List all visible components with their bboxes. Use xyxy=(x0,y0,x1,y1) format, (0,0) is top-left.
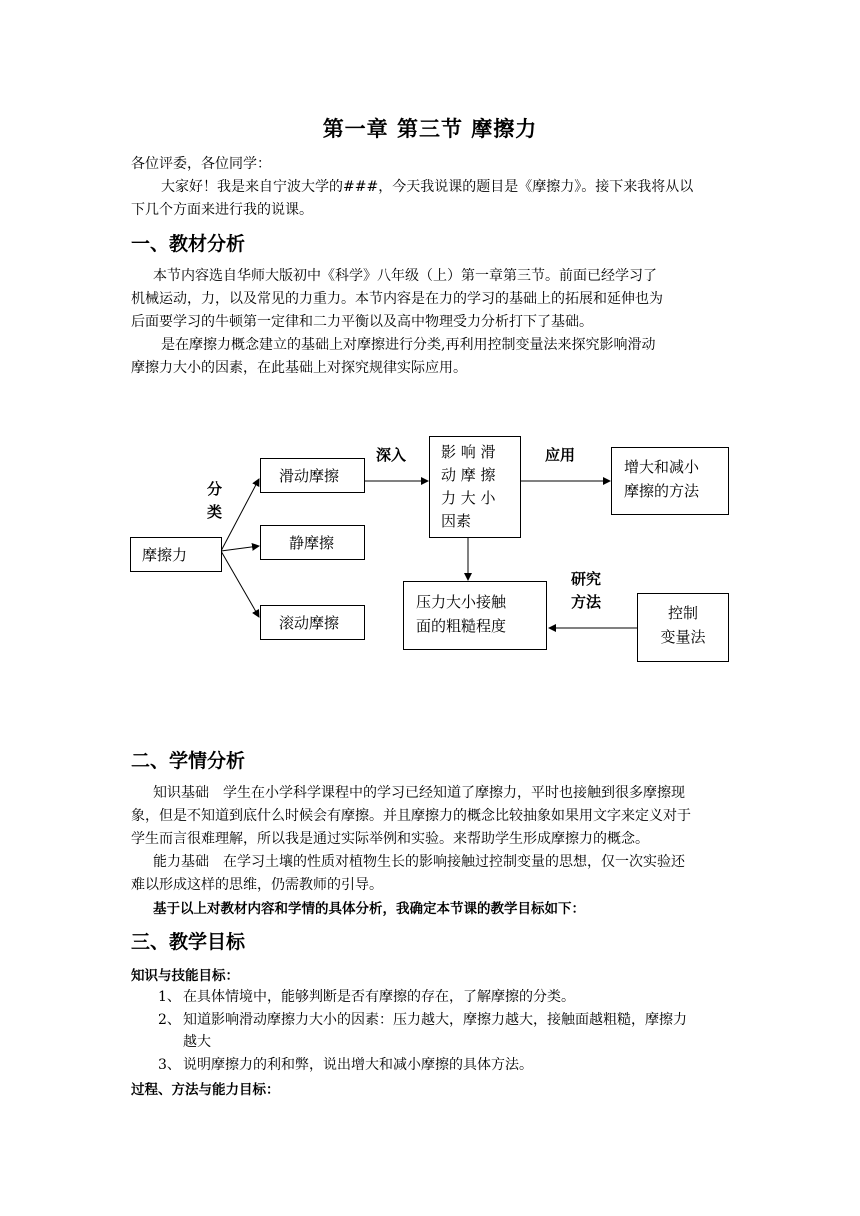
control-variable-box xyxy=(637,593,729,662)
s2-p1-line-2: 象，但是不知道到底什么时候会有摩擦。并且摩擦力的概念比较抽象如果用文字来定义对于 xyxy=(131,808,691,824)
factors-line-1: 影 响 滑 xyxy=(441,443,496,461)
factors-line-3: 力 大 小 xyxy=(441,489,496,507)
intro-line-1: 大家好！我是来自宁波大学的###，今天我说课的题目是《摩擦力》。接下来我将从以 xyxy=(161,179,694,195)
s2-p2-line-1: 能力基础 在学习土壤的性质对植物生长的影响接触过控制变量的思想，仅一次实验还 xyxy=(153,854,685,870)
process-methods-heading: 过程、方法与能力目标： xyxy=(131,1082,280,1098)
section-heading-1: 一、教材分析 xyxy=(131,233,246,255)
rolling-friction-box: 滚动摩擦 xyxy=(260,605,365,640)
root-box: 摩擦力 xyxy=(130,537,222,572)
s2-p1-line-3: 学生而言很难理解，所以我是通过实际举例和实验。来帮助学生形成摩擦力的概念。 xyxy=(131,831,649,847)
classify-label-1: 分 xyxy=(207,480,223,498)
s1-p1-line-3: 后面要学习的牛顿第一定律和二力平衡以及高中物理受力分析打下了基础。 xyxy=(131,314,593,330)
objective-1-number: 1、 xyxy=(158,989,181,1005)
control-line-1: 控制 xyxy=(667,604,698,622)
factors-box xyxy=(429,436,521,538)
s2-p1-line-1: 知识基础 学生在小学科学课程中的学习已经知道了摩擦力，平时也接触到很多摩擦现 xyxy=(153,785,685,801)
methods-line-2: 摩擦的方法 xyxy=(624,482,700,500)
objective-3-text: 说明摩擦力的利和弊，说出增大和减小摩擦的具体方法。 xyxy=(183,1057,533,1073)
static-friction-box: 静摩擦 xyxy=(260,525,365,560)
apply-label: 应用 xyxy=(545,446,576,464)
intro-line-2: 下几个方面来进行我的说课。 xyxy=(131,202,313,218)
s1-p2-line-2: 摩擦力大小的因素，在此基础上对探究规律实际应用。 xyxy=(131,360,467,376)
classify-label-2: 类 xyxy=(207,503,223,521)
section-heading-3: 三、教学目标 xyxy=(131,931,246,953)
research-label-2: 方法 xyxy=(571,593,602,611)
pressure-roughness-box xyxy=(403,581,547,650)
arrow-to-sliding xyxy=(221,479,259,551)
pressure-line-1: 压力大小接触 xyxy=(416,593,507,611)
factors-line-2: 动 摩 擦 xyxy=(441,466,496,484)
s1-p2-line-1: 是在摩擦力概念建立的基础上对摩擦进行分类,再利用控制变量法来探究影响滑动 xyxy=(161,337,656,353)
research-label-1: 研究 xyxy=(571,570,602,588)
objective-3-number: 3、 xyxy=(158,1057,181,1073)
objective-2-text-line-1: 知道影响滑动摩擦力大小的因素：压力越大，摩擦力越大，接触面越粗糙，摩擦力 xyxy=(183,1012,687,1028)
methods-line-1: 增大和减小 xyxy=(624,458,700,476)
objective-2-number: 2、 xyxy=(158,1012,181,1028)
pressure-line-2: 面的粗糙程度 xyxy=(416,617,507,635)
methods-box xyxy=(611,447,729,515)
section-heading-2: 二、学情分析 xyxy=(131,750,246,772)
objective-1-text: 在具体情境中，能够判断是否有摩擦的存在，了解摩擦的分类。 xyxy=(183,989,575,1005)
objectives-intro: 基于以上对教材内容和学情的具体分析，我确定本节课的教学目标如下： xyxy=(153,901,585,917)
classify-label xyxy=(207,478,222,524)
s2-p2-line-2: 难以形成这样的思维，仍需教师的引导。 xyxy=(131,877,383,893)
control-line-2: 变量法 xyxy=(660,628,706,646)
factors-line-4: 因素 xyxy=(441,512,472,530)
greeting: 各位评委，各位同学： xyxy=(131,156,271,172)
arrow-to-rolling xyxy=(221,551,259,617)
deepen-label: 深入 xyxy=(376,446,407,464)
research-label xyxy=(571,568,601,614)
knowledge-skills-heading: 知识与技能目标： xyxy=(131,968,239,984)
sliding-friction-box: 滑动摩擦 xyxy=(260,458,365,493)
arrow-to-static xyxy=(221,546,259,551)
s1-p1-line-1: 本节内容选自华师大版初中《科学》八年级（上）第一章第三节。前面已经学习了 xyxy=(153,268,657,284)
objective-2-text-line-2: 越大 xyxy=(183,1034,211,1050)
page-title: 第一章 第三节 摩擦力 xyxy=(322,117,538,141)
s1-p1-line-2: 机械运动，力，以及常见的力重力。本节内容是在力的学习的基础上的拓展和延伸也为 xyxy=(131,291,663,307)
